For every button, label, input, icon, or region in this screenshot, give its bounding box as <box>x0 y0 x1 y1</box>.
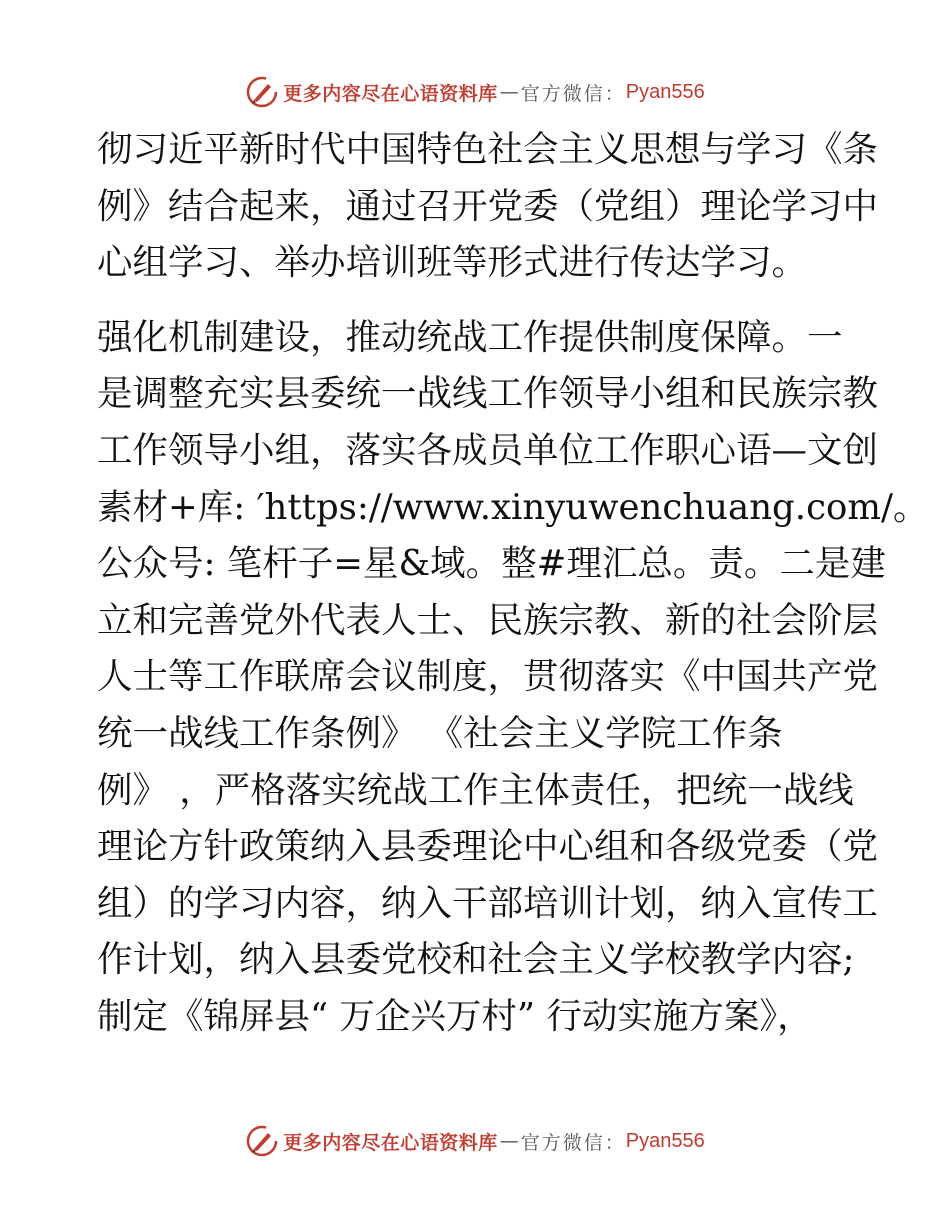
footer-brand-text: 更多内容尽在心语资料库 <box>283 1131 498 1154</box>
paragraph-gap <box>97 292 857 310</box>
text-line: 强化机制建设，推动统战工作提供制度保障。一 <box>97 316 843 358</box>
header-separator: — <box>499 81 519 103</box>
header-brand-text: 更多内容尽在心语资料库 <box>283 82 498 105</box>
footer-wechat-id: Pyan556 <box>625 1129 705 1152</box>
text-line: 素材+库: ′https://www.xinyuwenchuang.com/。 <box>97 486 929 528</box>
header-banner <box>0 72 950 112</box>
text-line: 彻习近平新时代中国特色社会主义思想与学习《条 <box>97 129 879 170</box>
footer-wechat-label: 官方微信： <box>520 1131 626 1154</box>
text-line: 例》 ，严格落实统战工作主体责任，把统一战线 <box>97 769 854 811</box>
quill-logo-icon <box>245 75 279 109</box>
text-line: 例》结合起来，通过召开党委（党组）理论学习中 <box>97 185 879 227</box>
header-wechat-id: Pyan556 <box>625 80 705 103</box>
text-line: 统一战线工作条例》 《社会主义学院工作条 <box>97 712 783 754</box>
document-body <box>97 122 929 1046</box>
text-line: 组）的学习内容，纳入干部培训计划，纳入宣传工 <box>97 882 879 924</box>
paragraph-1 <box>97 122 879 292</box>
text-line: 理论方针政策纳入县委理论中心组和各级党委（党 <box>97 826 879 868</box>
paragraph-2 <box>97 310 929 1046</box>
text-line: 工作领导小组，落实各成员单位工作职心语—文创 <box>97 429 879 471</box>
text-line: 立和完善党外代表人士、民族宗教、新的社会阶层 <box>97 599 879 641</box>
text-line: 制定《锦屏县“ 万企兴万村” 行动实施方案》， <box>97 995 813 1037</box>
quill-logo-icon <box>245 1124 279 1158</box>
footer-separator: — <box>499 1130 519 1152</box>
text-line: 人士等工作联席会议制度，贯彻落实《中国共产党 <box>97 656 879 698</box>
text-line: 是调整充实县委统一战线工作领导小组和民族宗教 <box>97 373 879 415</box>
footer-banner <box>0 1121 950 1161</box>
text-line: 作计划，纳入县委党校和社会主义学校教学内容; <box>97 939 855 981</box>
text-line: 心组学习、举办培训班等形式进行传达学习。 <box>97 242 808 284</box>
header-wechat-label: 官方微信： <box>520 82 626 105</box>
text-line: 公众号: 笔杆子=星&域。整#理汇总。责。二是建 <box>97 543 886 585</box>
